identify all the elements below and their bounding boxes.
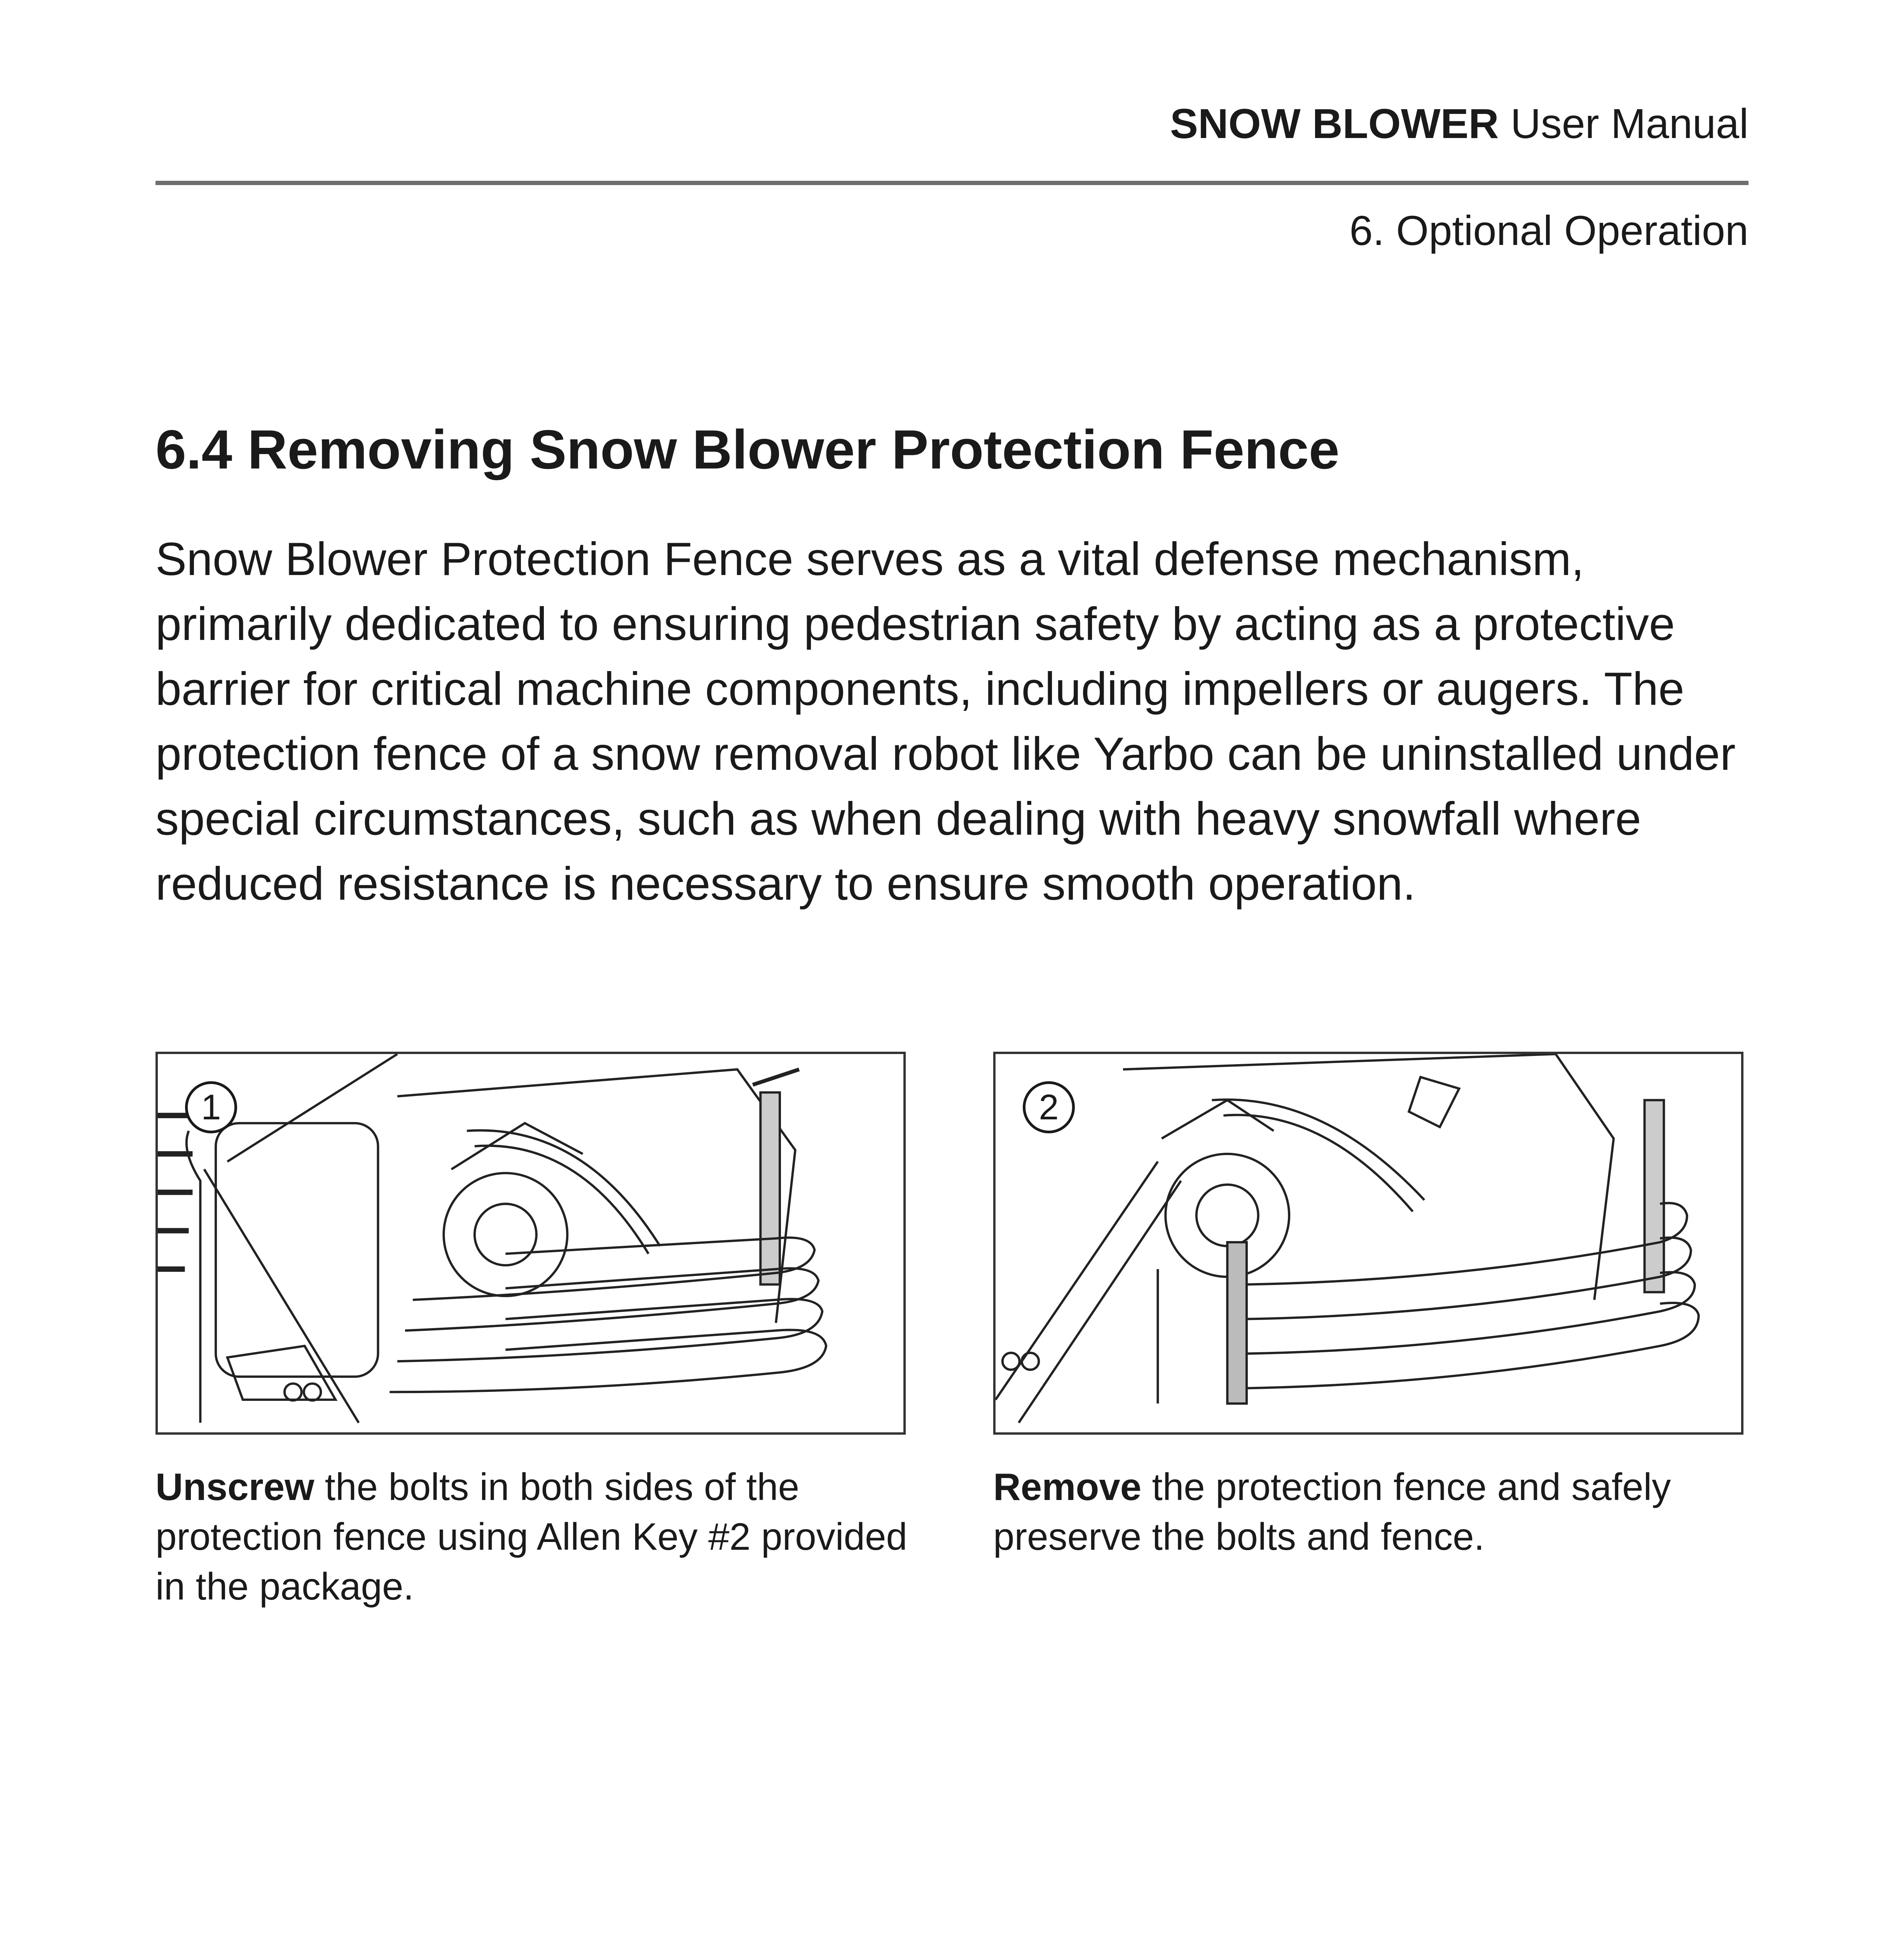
step-1-illustration bbox=[155, 1052, 906, 1435]
step-2-caption bbox=[993, 1462, 1751, 1561]
header-brand: SNOW BLOWER bbox=[1170, 100, 1499, 147]
step-1-action: Unscrew bbox=[155, 1465, 314, 1508]
step-2-illustration bbox=[993, 1052, 1743, 1435]
step-2-action: Remove bbox=[993, 1465, 1142, 1508]
step-2-drawing bbox=[996, 1054, 1741, 1432]
step-1-drawing bbox=[158, 1054, 903, 1432]
step-2-badge: 2 bbox=[1023, 1081, 1075, 1133]
header-rule bbox=[155, 181, 1749, 185]
step-1-text: the bolts in both sides of the protection fence using Allen Key #2 provided in the package. bbox=[155, 1465, 908, 1608]
intro-paragraph: Snow Blower Protection Fence serves as a vital defense mechanism, primarily dedicated to ensuring pedestrian safety by acting as a protective barrier for critical machine components, including impellers or augers. The protection fence of a snow removal robot like Yarbo can be uninstalled under special circumstances, such as when dealing with heavy snowfall where reduced resistance is necessary to ensure smooth operation. bbox=[155, 533, 1736, 910]
step-2-text: the protection fence and safely preserve the bolts and fence. bbox=[993, 1465, 1671, 1558]
page-title: 6.4 Removing Snow Blower Protection Fence bbox=[155, 419, 1340, 481]
step-1-caption bbox=[155, 1462, 914, 1611]
section-label: 6. Optional Operation bbox=[1349, 207, 1749, 254]
header-doc-title: User Manual bbox=[1510, 100, 1749, 147]
running-header bbox=[1170, 99, 1749, 148]
step-1-badge: 1 bbox=[185, 1081, 237, 1133]
